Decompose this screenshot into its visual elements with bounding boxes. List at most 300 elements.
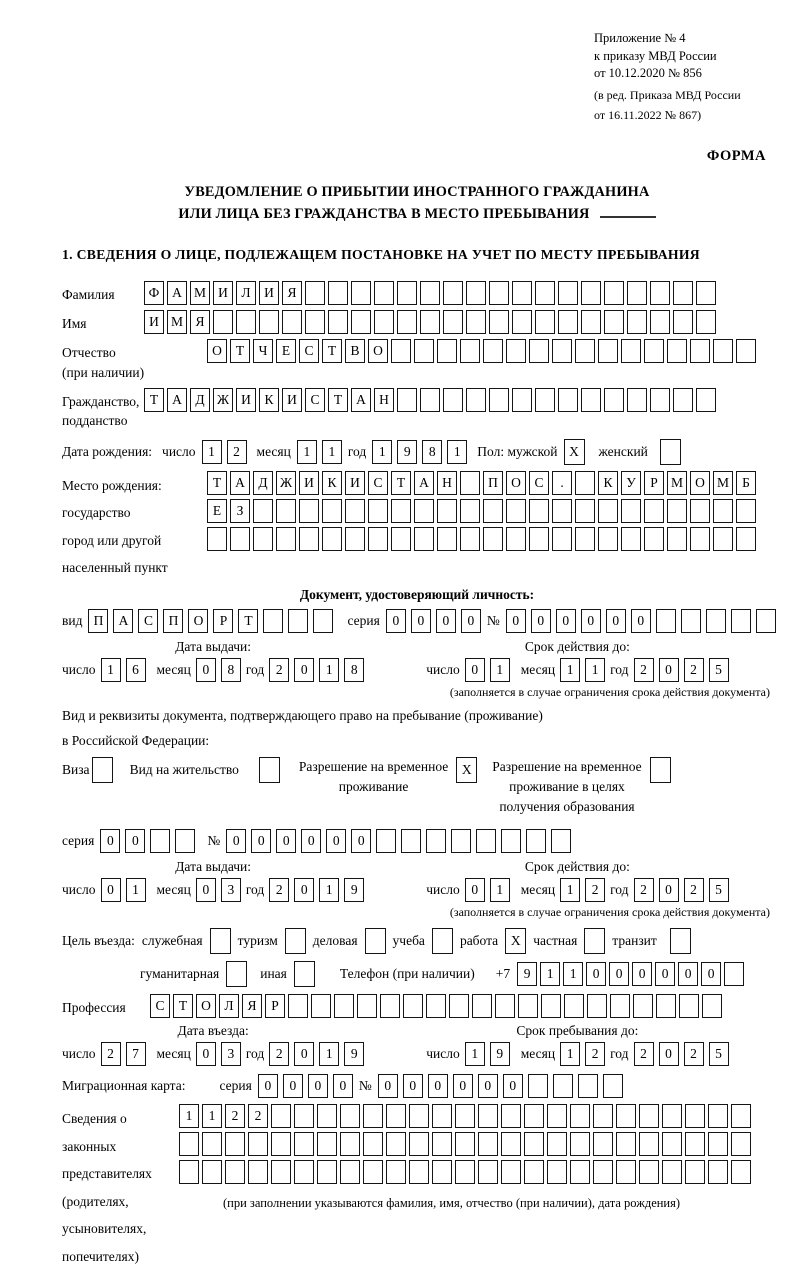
char-cell[interactable] — [443, 281, 463, 305]
char-cell[interactable]: 0 — [294, 1042, 314, 1066]
char-cell[interactable] — [667, 339, 687, 363]
char-cell[interactable]: 1 — [372, 440, 392, 464]
purpose-private-checkbox[interactable] — [584, 928, 605, 954]
char-cell[interactable]: 1 — [319, 1042, 339, 1066]
char-cell[interactable] — [483, 527, 503, 551]
char-cell[interactable]: 0 — [411, 609, 431, 633]
char-cell[interactable] — [529, 339, 549, 363]
char-cell[interactable] — [202, 1132, 222, 1156]
char-cell[interactable] — [253, 527, 273, 551]
char-cell[interactable] — [690, 527, 710, 551]
char-cell[interactable]: 1 — [540, 962, 560, 986]
char-cell[interactable] — [512, 388, 532, 412]
char-cell[interactable] — [598, 527, 618, 551]
char-cell[interactable]: Е — [276, 339, 296, 363]
char-cell[interactable]: Б — [736, 471, 756, 495]
char-cell[interactable]: 0 — [226, 829, 246, 853]
char-cell[interactable]: И — [144, 310, 164, 334]
char-cell[interactable] — [633, 994, 653, 1018]
char-cell[interactable]: Н — [374, 388, 394, 412]
char-cell[interactable] — [432, 1104, 452, 1128]
char-cell[interactable] — [322, 499, 342, 523]
char-cell[interactable] — [466, 388, 486, 412]
char-cell[interactable] — [225, 1160, 245, 1184]
char-cell[interactable]: З — [230, 499, 250, 523]
char-cell[interactable] — [724, 962, 744, 986]
char-cell[interactable] — [570, 1160, 590, 1184]
char-cell[interactable]: Т — [173, 994, 193, 1018]
char-cell[interactable] — [150, 829, 170, 853]
char-cell[interactable] — [403, 994, 423, 1018]
char-cell[interactable]: Т — [238, 609, 258, 633]
char-cell[interactable]: 1 — [202, 1104, 222, 1128]
char-cell[interactable] — [334, 994, 354, 1018]
char-cell[interactable] — [397, 310, 417, 334]
char-cell[interactable] — [639, 1132, 659, 1156]
char-cell[interactable] — [294, 1160, 314, 1184]
char-cell[interactable] — [351, 310, 371, 334]
char-cell[interactable]: 2 — [248, 1104, 268, 1128]
char-cell[interactable] — [552, 339, 572, 363]
char-cell[interactable]: 1 — [319, 878, 339, 902]
char-cell[interactable] — [340, 1132, 360, 1156]
purpose-humanitarian-checkbox[interactable] — [226, 961, 247, 987]
char-cell[interactable] — [299, 527, 319, 551]
char-cell[interactable]: К — [259, 388, 279, 412]
char-cell[interactable] — [432, 1160, 452, 1184]
char-cell[interactable]: 0 — [436, 609, 456, 633]
purpose-study-checkbox[interactable] — [432, 928, 453, 954]
char-cell[interactable] — [460, 339, 480, 363]
char-cell[interactable] — [673, 310, 693, 334]
char-cell[interactable] — [299, 499, 319, 523]
char-cell[interactable] — [552, 499, 572, 523]
char-cell[interactable]: 9 — [397, 440, 417, 464]
char-cell[interactable] — [443, 388, 463, 412]
char-cell[interactable] — [322, 527, 342, 551]
char-cell[interactable] — [401, 829, 421, 853]
sex-female-checkbox[interactable] — [660, 439, 681, 465]
char-cell[interactable] — [604, 281, 624, 305]
char-cell[interactable]: О — [506, 471, 526, 495]
char-cell[interactable] — [432, 1132, 452, 1156]
char-cell[interactable] — [466, 281, 486, 305]
char-cell[interactable]: Р — [265, 994, 285, 1018]
char-cell[interactable] — [179, 1160, 199, 1184]
char-cell[interactable]: 3 — [221, 878, 241, 902]
char-cell[interactable]: 1 — [490, 658, 510, 682]
char-cell[interactable]: 0 — [586, 962, 606, 986]
char-cell[interactable] — [604, 388, 624, 412]
char-cell[interactable] — [311, 994, 331, 1018]
char-cell[interactable]: 0 — [465, 658, 485, 682]
char-cell[interactable] — [317, 1160, 337, 1184]
char-cell[interactable]: А — [167, 281, 187, 305]
char-cell[interactable]: 0 — [326, 829, 346, 853]
char-cell[interactable]: С — [368, 471, 388, 495]
sex-male-checkbox[interactable]: X — [564, 439, 585, 465]
char-cell[interactable] — [374, 310, 394, 334]
char-cell[interactable]: П — [163, 609, 183, 633]
char-cell[interactable]: 2 — [269, 1042, 289, 1066]
char-cell[interactable] — [639, 1160, 659, 1184]
char-cell[interactable]: 2 — [684, 658, 704, 682]
char-cell[interactable] — [476, 829, 496, 853]
char-cell[interactable] — [420, 388, 440, 412]
char-cell[interactable]: 8 — [422, 440, 442, 464]
char-cell[interactable] — [276, 527, 296, 551]
char-cell[interactable] — [460, 499, 480, 523]
char-cell[interactable] — [616, 1160, 636, 1184]
char-cell[interactable] — [524, 1104, 544, 1128]
char-cell[interactable]: Ж — [276, 471, 296, 495]
char-cell[interactable]: 0 — [606, 609, 626, 633]
char-cell[interactable]: 0 — [659, 1042, 679, 1066]
char-cell[interactable]: 0 — [631, 609, 651, 633]
char-cell[interactable] — [581, 388, 601, 412]
char-cell[interactable] — [397, 281, 417, 305]
char-cell[interactable] — [553, 1074, 573, 1098]
char-cell[interactable] — [426, 829, 446, 853]
char-cell[interactable] — [328, 310, 348, 334]
char-cell[interactable] — [489, 388, 509, 412]
char-cell[interactable] — [564, 994, 584, 1018]
purpose-other-checkbox[interactable] — [294, 961, 315, 987]
char-cell[interactable] — [535, 281, 555, 305]
char-cell[interactable]: 0 — [351, 829, 371, 853]
char-cell[interactable]: П — [483, 471, 503, 495]
char-cell[interactable] — [368, 527, 388, 551]
char-cell[interactable]: Т — [391, 471, 411, 495]
char-cell[interactable]: 1 — [319, 658, 339, 682]
char-cell[interactable] — [466, 310, 486, 334]
char-cell[interactable]: 0 — [461, 609, 481, 633]
residence-permit-checkbox[interactable] — [259, 757, 280, 783]
char-cell[interactable]: О — [196, 994, 216, 1018]
char-cell[interactable] — [455, 1160, 475, 1184]
char-cell[interactable]: К — [322, 471, 342, 495]
char-cell[interactable] — [662, 1132, 682, 1156]
char-cell[interactable]: 0 — [301, 829, 321, 853]
char-cell[interactable] — [363, 1160, 383, 1184]
char-cell[interactable] — [414, 339, 434, 363]
char-cell[interactable] — [489, 310, 509, 334]
char-cell[interactable]: И — [282, 388, 302, 412]
char-cell[interactable] — [570, 1132, 590, 1156]
char-cell[interactable]: 0 — [100, 829, 120, 853]
char-cell[interactable]: 2 — [684, 1042, 704, 1066]
char-cell[interactable]: 0 — [403, 1074, 423, 1098]
char-cell[interactable] — [575, 339, 595, 363]
char-cell[interactable]: 2 — [269, 878, 289, 902]
char-cell[interactable]: 0 — [655, 962, 675, 986]
char-cell[interactable] — [451, 829, 471, 853]
char-cell[interactable]: 0 — [531, 609, 551, 633]
char-cell[interactable]: М — [167, 310, 187, 334]
char-cell[interactable]: А — [351, 388, 371, 412]
char-cell[interactable]: Н — [437, 471, 457, 495]
char-cell[interactable]: Т — [322, 339, 342, 363]
char-cell[interactable] — [363, 1104, 383, 1128]
char-cell[interactable] — [207, 527, 227, 551]
char-cell[interactable]: 0 — [701, 962, 721, 986]
char-cell[interactable]: Т — [144, 388, 164, 412]
char-cell[interactable] — [731, 1104, 751, 1128]
char-cell[interactable]: 0 — [101, 878, 121, 902]
char-cell[interactable]: 0 — [125, 829, 145, 853]
char-cell[interactable] — [495, 994, 515, 1018]
char-cell[interactable] — [506, 527, 526, 551]
char-cell[interactable] — [271, 1132, 291, 1156]
char-cell[interactable] — [593, 1104, 613, 1128]
char-cell[interactable] — [294, 1104, 314, 1128]
char-cell[interactable] — [587, 994, 607, 1018]
char-cell[interactable] — [420, 310, 440, 334]
char-cell[interactable]: О — [690, 471, 710, 495]
char-cell[interactable] — [627, 310, 647, 334]
char-cell[interactable] — [391, 499, 411, 523]
char-cell[interactable]: 9 — [517, 962, 537, 986]
char-cell[interactable]: 1 — [126, 878, 146, 902]
char-cell[interactable] — [426, 994, 446, 1018]
char-cell[interactable] — [524, 1132, 544, 1156]
purpose-official-checkbox[interactable] — [210, 928, 231, 954]
char-cell[interactable]: 0 — [283, 1074, 303, 1098]
char-cell[interactable]: А — [167, 388, 187, 412]
char-cell[interactable] — [230, 527, 250, 551]
char-cell[interactable]: 2 — [684, 878, 704, 902]
char-cell[interactable] — [616, 1132, 636, 1156]
char-cell[interactable] — [685, 1132, 705, 1156]
char-cell[interactable] — [409, 1132, 429, 1156]
char-cell[interactable] — [506, 499, 526, 523]
char-cell[interactable]: Я — [282, 281, 302, 305]
char-cell[interactable]: С — [299, 339, 319, 363]
char-cell[interactable] — [535, 388, 555, 412]
char-cell[interactable]: 2 — [227, 440, 247, 464]
char-cell[interactable] — [528, 1074, 548, 1098]
char-cell[interactable]: Т — [230, 339, 250, 363]
visa-checkbox[interactable] — [92, 757, 113, 783]
char-cell[interactable]: Р — [644, 471, 664, 495]
char-cell[interactable] — [374, 281, 394, 305]
char-cell[interactable]: 6 — [126, 658, 146, 682]
char-cell[interactable] — [386, 1132, 406, 1156]
char-cell[interactable]: 1 — [447, 440, 467, 464]
char-cell[interactable] — [282, 310, 302, 334]
char-cell[interactable]: 5 — [709, 1042, 729, 1066]
char-cell[interactable] — [271, 1160, 291, 1184]
char-cell[interactable]: М — [667, 471, 687, 495]
char-cell[interactable] — [736, 499, 756, 523]
char-cell[interactable] — [593, 1132, 613, 1156]
char-cell[interactable] — [409, 1104, 429, 1128]
char-cell[interactable] — [708, 1104, 728, 1128]
char-cell[interactable] — [731, 1160, 751, 1184]
char-cell[interactable]: 1 — [101, 658, 121, 682]
char-cell[interactable] — [621, 527, 641, 551]
char-cell[interactable] — [276, 499, 296, 523]
char-cell[interactable] — [317, 1104, 337, 1128]
char-cell[interactable] — [558, 310, 578, 334]
char-cell[interactable]: 0 — [609, 962, 629, 986]
char-cell[interactable] — [248, 1160, 268, 1184]
char-cell[interactable]: И — [299, 471, 319, 495]
char-cell[interactable]: 1 — [490, 878, 510, 902]
char-cell[interactable]: 0 — [478, 1074, 498, 1098]
char-cell[interactable] — [340, 1160, 360, 1184]
char-cell[interactable] — [236, 310, 256, 334]
char-cell[interactable]: 0 — [581, 609, 601, 633]
char-cell[interactable] — [489, 281, 509, 305]
char-cell[interactable]: 0 — [251, 829, 271, 853]
char-cell[interactable] — [570, 1104, 590, 1128]
char-cell[interactable]: 0 — [465, 878, 485, 902]
char-cell[interactable] — [756, 609, 776, 633]
char-cell[interactable]: В — [345, 339, 365, 363]
char-cell[interactable]: Л — [219, 994, 239, 1018]
char-cell[interactable] — [202, 1160, 222, 1184]
char-cell[interactable]: Ж — [213, 388, 233, 412]
char-cell[interactable]: 0 — [196, 658, 216, 682]
char-cell[interactable] — [478, 1160, 498, 1184]
char-cell[interactable] — [271, 1104, 291, 1128]
char-cell[interactable]: Л — [236, 281, 256, 305]
char-cell[interactable] — [518, 994, 538, 1018]
char-cell[interactable] — [558, 388, 578, 412]
char-cell[interactable]: А — [230, 471, 250, 495]
char-cell[interactable] — [437, 527, 457, 551]
char-cell[interactable] — [610, 994, 630, 1018]
char-cell[interactable] — [414, 527, 434, 551]
char-cell[interactable] — [317, 1132, 337, 1156]
char-cell[interactable]: М — [713, 471, 733, 495]
char-cell[interactable] — [524, 1160, 544, 1184]
char-cell[interactable] — [478, 1104, 498, 1128]
char-cell[interactable] — [213, 310, 233, 334]
char-cell[interactable] — [575, 471, 595, 495]
char-cell[interactable] — [259, 310, 279, 334]
char-cell[interactable] — [696, 388, 716, 412]
char-cell[interactable] — [386, 1104, 406, 1128]
char-cell[interactable] — [380, 994, 400, 1018]
char-cell[interactable] — [340, 1104, 360, 1128]
char-cell[interactable]: 3 — [221, 1042, 241, 1066]
char-cell[interactable] — [455, 1104, 475, 1128]
char-cell[interactable] — [650, 310, 670, 334]
char-cell[interactable]: С — [138, 609, 158, 633]
char-cell[interactable]: И — [213, 281, 233, 305]
char-cell[interactable] — [650, 388, 670, 412]
char-cell[interactable] — [376, 829, 396, 853]
char-cell[interactable] — [313, 609, 333, 633]
char-cell[interactable] — [547, 1160, 567, 1184]
char-cell[interactable]: Т — [328, 388, 348, 412]
char-cell[interactable] — [702, 994, 722, 1018]
char-cell[interactable]: 1 — [179, 1104, 199, 1128]
char-cell[interactable]: 0 — [632, 962, 652, 986]
char-cell[interactable] — [288, 609, 308, 633]
char-cell[interactable]: 0 — [428, 1074, 448, 1098]
char-cell[interactable] — [460, 527, 480, 551]
char-cell[interactable] — [263, 609, 283, 633]
char-cell[interactable] — [437, 339, 457, 363]
char-cell[interactable]: Я — [242, 994, 262, 1018]
char-cell[interactable] — [357, 994, 377, 1018]
char-cell[interactable] — [593, 1160, 613, 1184]
char-cell[interactable]: 1 — [560, 1042, 580, 1066]
char-cell[interactable] — [345, 527, 365, 551]
char-cell[interactable] — [248, 1132, 268, 1156]
purpose-tourism-checkbox[interactable] — [285, 928, 306, 954]
char-cell[interactable]: 8 — [221, 658, 241, 682]
char-cell[interactable] — [706, 609, 726, 633]
char-cell[interactable]: Е — [207, 499, 227, 523]
char-cell[interactable] — [397, 388, 417, 412]
char-cell[interactable] — [736, 339, 756, 363]
char-cell[interactable]: С — [529, 471, 549, 495]
char-cell[interactable]: У — [621, 471, 641, 495]
char-cell[interactable] — [708, 1132, 728, 1156]
char-cell[interactable]: Р — [213, 609, 233, 633]
char-cell[interactable]: 1 — [322, 440, 342, 464]
char-cell[interactable] — [603, 1074, 623, 1098]
char-cell[interactable] — [460, 471, 480, 495]
char-cell[interactable] — [506, 339, 526, 363]
char-cell[interactable] — [673, 388, 693, 412]
char-cell[interactable]: 2 — [634, 1042, 654, 1066]
char-cell[interactable] — [575, 527, 595, 551]
char-cell[interactable]: 0 — [333, 1074, 353, 1098]
char-cell[interactable] — [529, 527, 549, 551]
char-cell[interactable] — [696, 310, 716, 334]
char-cell[interactable]: И — [236, 388, 256, 412]
char-cell[interactable] — [472, 994, 492, 1018]
char-cell[interactable] — [656, 994, 676, 1018]
char-cell[interactable]: Д — [190, 388, 210, 412]
char-cell[interactable]: И — [259, 281, 279, 305]
char-cell[interactable]: . — [552, 471, 572, 495]
char-cell[interactable]: 0 — [453, 1074, 473, 1098]
char-cell[interactable]: К — [598, 471, 618, 495]
char-cell[interactable] — [598, 339, 618, 363]
char-cell[interactable] — [731, 609, 751, 633]
char-cell[interactable]: Ч — [253, 339, 273, 363]
temp-residence-checkbox[interactable]: X — [456, 757, 477, 783]
char-cell[interactable] — [363, 1132, 383, 1156]
char-cell[interactable] — [552, 527, 572, 551]
char-cell[interactable] — [644, 339, 664, 363]
char-cell[interactable] — [443, 310, 463, 334]
char-cell[interactable]: 9 — [490, 1042, 510, 1066]
char-cell[interactable]: 1 — [297, 440, 317, 464]
char-cell[interactable]: 0 — [503, 1074, 523, 1098]
char-cell[interactable]: 2 — [101, 1042, 121, 1066]
char-cell[interactable] — [713, 499, 733, 523]
char-cell[interactable] — [708, 1160, 728, 1184]
char-cell[interactable] — [581, 281, 601, 305]
char-cell[interactable] — [541, 994, 561, 1018]
char-cell[interactable]: 0 — [556, 609, 576, 633]
char-cell[interactable]: 1 — [202, 440, 222, 464]
char-cell[interactable] — [253, 499, 273, 523]
char-cell[interactable] — [696, 281, 716, 305]
edu-residence-checkbox[interactable] — [650, 757, 671, 783]
char-cell[interactable] — [650, 281, 670, 305]
char-cell[interactable]: 0 — [659, 658, 679, 682]
char-cell[interactable] — [662, 1160, 682, 1184]
char-cell[interactable]: 7 — [126, 1042, 146, 1066]
